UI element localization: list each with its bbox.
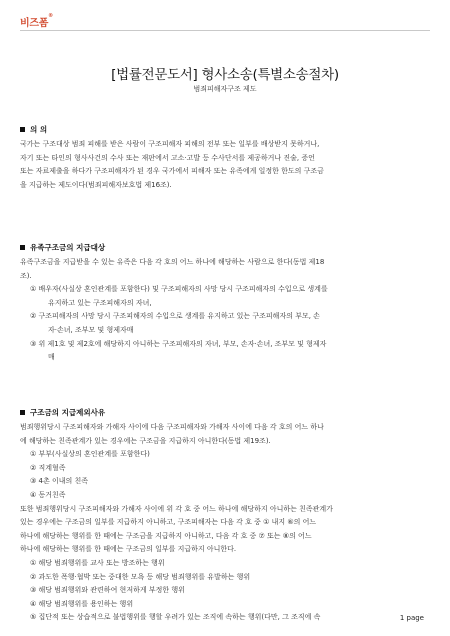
paragraph-line: 있는 경우에는 구조금의 일부를 지급하지 아니하고, 구조피해자는 다음 각 호 중 ① 내지 ⑥의 어느 — [20, 518, 317, 527]
paragraph-line: 또는 자료제출을 하다가 구조피해자가 된 경우 국가에서 피해자 또는 유족에게 일정한 한도의 구조금 — [20, 167, 324, 176]
list-item-line: ① 해당 범죄행위를 교사 또는 방조하는 행위 — [30, 558, 165, 567]
paragraph-line: 을 지급하는 제도이다(범죄피해자보호법 제16조). — [20, 180, 172, 189]
paragraph-line: 하나에 해당하는 행위를 한 때에는 구조금의 일부를 지급하지 아니한다. — [20, 545, 237, 554]
list-item-line: ③ 위 제1호 및 제2호에 해당하지 아니하는 구조피해자의 자녀, 부모, 손자·손녀, 조부모 및 형제자 — [30, 339, 327, 348]
paragraph-line: 에 해당하는 친족관계가 있는 경우에는 구조금을 지급하지 아니한다(동법 제19조). — [20, 436, 271, 445]
paragraph-line: 자기 또는 타인의 형사사건의 수사 또는 재판에서 고소·고발 등 수사단서를 제공하거나 진술, 증언 — [20, 153, 315, 162]
section-heading — [20, 242, 434, 253]
document-title: [법률전문도서] 형사소송(특별소송절차) — [111, 67, 339, 83]
square-bullet-icon — [20, 410, 25, 415]
section-exclusion-reasons — [20, 407, 434, 625]
paragraph-line: 범죄행위당시 구조피해자와 가해자 사이에 다음 구조피해자와 가해자 사이에 다음 각 호의 어느 하나 — [20, 423, 324, 431]
list-item-line: ④ 동거친족 — [30, 490, 66, 499]
list-item-line: ① 부부(사실상의 혼인관계를 포함한다) — [30, 450, 150, 459]
section-survivor-eligibility — [20, 242, 434, 365]
list-item-line: ② 구조피해자의 사망 당시 구조피해자의 수입으로 생계를 유지하고 있는 구조피해자의 부모, 손 — [30, 312, 320, 321]
paragraph-line: 조). — [20, 271, 32, 280]
section-heading-text: 구조금의 지급제외사유 — [30, 408, 106, 417]
list-item-line: ⑤ 집단적 또는 상습적으로 불법행위를 행할 우려가 있는 조직에 속하는 행위(다만, 그 조직에 속 — [30, 613, 321, 622]
square-bullet-icon — [20, 127, 25, 132]
bizforms-logo: 비즈폼® — [20, 13, 53, 29]
list-item-line: 자·손녀, 조부모 및 형제자매 — [48, 325, 134, 334]
list-item-line: ④ 해당 범죄행위를 용인하는 행위 — [30, 599, 134, 608]
list-item-line: ② 직계혈족 — [30, 463, 66, 472]
section-heading — [20, 407, 434, 418]
square-bullet-icon — [20, 245, 25, 250]
document-subtitle: 범죄피해자구조 제도 — [193, 85, 257, 93]
paragraph-line: 국가는 구조대상 범죄 피해를 받은 사람이 구조피해자 피해의 전부 또는 일부를 배상받지 못하거나, — [20, 140, 320, 148]
list-item-line: ② 과도한 폭행·협박 또는 중대한 모욕 등 해당 범죄행위를 유발하는 행위 — [30, 572, 251, 581]
list-item-line: ③ 4촌 이내의 친족 — [30, 477, 88, 486]
page-number: 1 page — [399, 614, 424, 622]
section-heading — [20, 124, 434, 135]
section-heading-text: 의 의 — [30, 125, 48, 134]
list-item-line: 매 — [48, 353, 55, 362]
list-item-line: 유지하고 있는 구조피해자의 자녀, — [48, 298, 152, 307]
paragraph-line: 유족구조금을 지급받을 수 있는 유족은 다음 각 호의 어느 하나에 해당하는 사람으로 한다(동법 제18 — [20, 258, 325, 266]
list-item-line: ③ 해당 범죄행위와 관련하여 현저하게 부정한 행위 — [30, 586, 185, 595]
section-heading-text: 유족구조금의 지급대상 — [30, 243, 106, 252]
section-meaning — [20, 124, 434, 192]
list-item-line: ① 배우자(사실상 혼인관계를 포함한다) 및 구조피해자의 사망 당시 구조피해자의 수입으로 생계를 — [30, 285, 328, 294]
paragraph-line: 또한 범죄행위당시 구조피해자와 가해자 사이에 위 각 호 중 어느 하나에 해당하지 아니하는 친족관계가 — [20, 504, 333, 513]
header-divider — [20, 30, 430, 31]
paragraph-line: 하나에 해당하는 행위를 한 때에는 구조금을 지급하지 아니하고, 다음 각 호 중 ⑦ 또는 ⑧의 어느 — [20, 531, 312, 540]
